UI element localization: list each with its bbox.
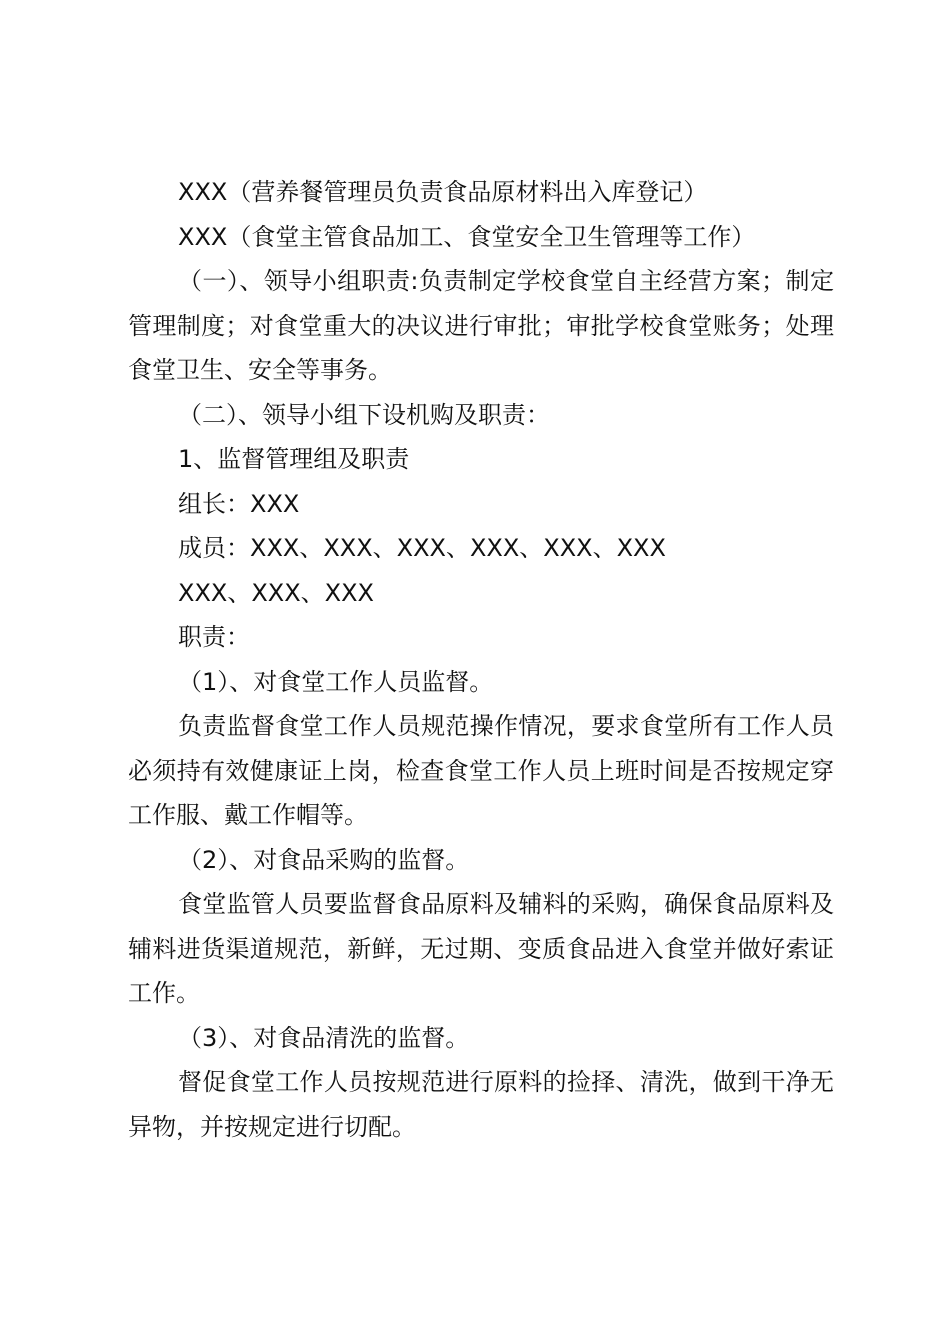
- duty-item-1-body: 负责监督食堂工作人员规范操作情况，要求食堂所有工作人员必须持有效健康证上岗，检查食堂工作人员上班时间是否按规定穿工作服、戴工作帽等。: [128, 712, 834, 829]
- staff-entry-canteen-supervisor: XXX（食堂主管食品加工、食堂安全卫生管理等工作）: [178, 222, 756, 251]
- subsection-heading-supervision-group: 1、监督管理组及职责: [178, 445, 410, 473]
- document-body: [128, 170, 834, 1149]
- duty-item-2-heading: （2）、对食品采购的监督。: [178, 845, 470, 874]
- duty-item-3-body: 督促食堂工作人员按规范进行原料的捡择、清洗，做到干净无异物，并按规定进行切配。: [128, 1068, 834, 1141]
- duty-item-2-body: 食堂监管人员要监督食品原料及辅料的采购，确保食品原料及辅料进货渠道规范，新鲜，无过期、变质食品进入食堂并做好索证工作。: [128, 890, 834, 1007]
- leadership-group-duties-paragraph: （一）、领导小组职责:负责制定学校食堂自主经营方案；制定管理制度；对食堂重大的决议进行审批；审批学校食堂账务；处理食堂卫生、安全等事务。: [128, 267, 834, 384]
- group-members-line: 成员：XXX、XXX、XXX、XXX、XXX、XXX: [178, 534, 666, 562]
- duty-item-1-heading: （1）、对食堂工作人员监督。: [178, 667, 494, 696]
- section-heading-subgroups: （二）、领导小组下设机购及职责：: [178, 400, 550, 429]
- duty-item-3-heading: （3）、对食品清洗的监督。: [178, 1023, 470, 1052]
- group-members-continued-line: XXX、XXX、XXX: [178, 578, 374, 607]
- group-leader-line: 组长：XXX: [178, 489, 300, 518]
- duties-heading: 职责：: [178, 623, 250, 651]
- staff-entry-nutrition-manager: XXX（营养餐管理员负责食品原材料出入库登记）: [178, 178, 708, 206]
